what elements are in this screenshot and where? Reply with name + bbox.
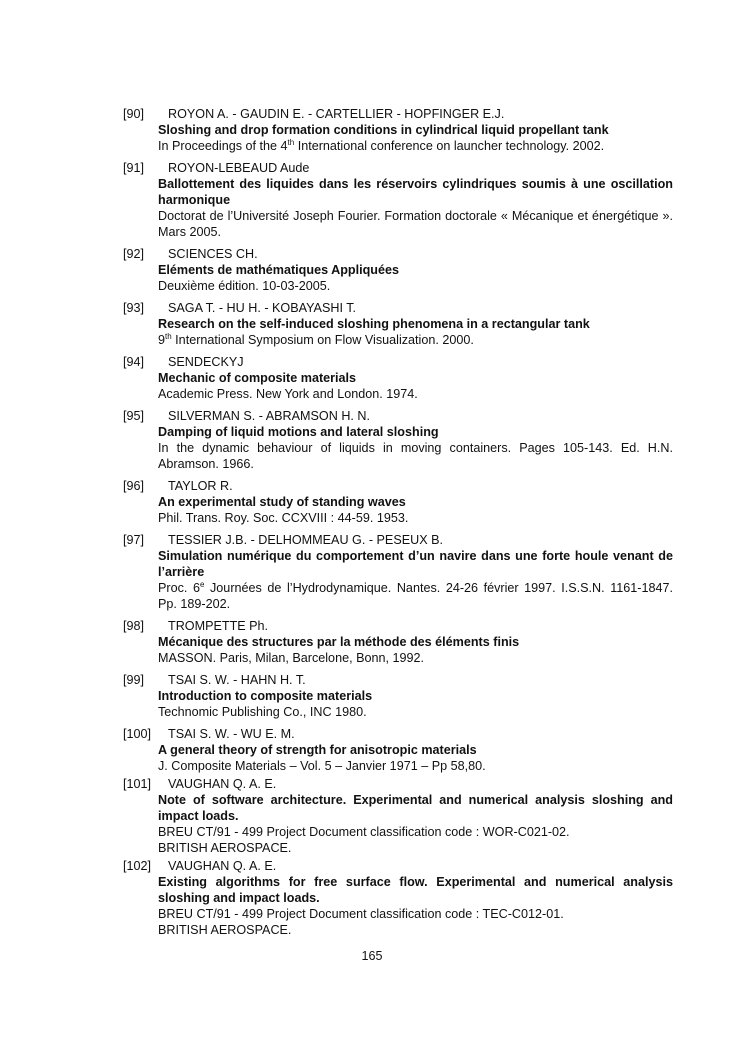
ref-authors: ROYON A. - GAUDIN E. - CARTELLIER - HOPFINGER E.J. — [168, 107, 505, 121]
reference-item — [123, 858, 673, 938]
ref-authors: SILVERMAN S. - ABRAMSON H. N. — [168, 409, 371, 423]
ref-authors: SCIENCES CH. — [168, 247, 258, 261]
ref-title: Mechanic of composite materials — [158, 371, 357, 385]
ref-number: [102] — [123, 859, 152, 873]
ref-authors: TROMPETTE Ph. — [168, 619, 269, 633]
ref-title: Ballottement des liquides dans les réservoirs cylindriques soumis à une oscillation harmonique — [158, 177, 673, 207]
ref-title: Sloshing and drop formation conditions in cylindrical liquid propellant tank — [158, 123, 609, 137]
ref-publication: BREU CT/91 - 499 Project Document classification code : TEC-C012-01. — [158, 907, 564, 921]
reference-item — [123, 672, 673, 720]
ref-title: Note of software architecture. Experimental and numerical analysis sloshing and impact loads. — [158, 793, 673, 823]
ref-publication: BREU CT/91 - 499 Project Document classification code : WOR-C021-02. — [158, 825, 570, 839]
ref-authors: SENDECKYJ — [168, 355, 244, 369]
page-number: 165 — [361, 949, 383, 963]
reference-list — [123, 106, 673, 944]
ref-authors: TAYLOR R. — [168, 479, 233, 493]
ref-publication: Doctorat de l’Université Joseph Fourier. Formation doctorale « Mécanique et énergétique ». Mars 2005. — [158, 209, 673, 239]
ref-title: Simulation numérique du comportement d’un navire dans une forte houle venant de l’arrière — [158, 549, 673, 579]
reference-item — [123, 618, 673, 666]
ref-publication: In Proceedings of the 4th International conference on launcher technology. 2002. — [158, 138, 605, 153]
ref-publication: Deuxième édition. 10-03-2005. — [158, 279, 331, 293]
ref-title: An experimental study of standing waves — [158, 495, 406, 509]
ref-number: [98] — [123, 619, 145, 633]
ref-number: [92] — [123, 247, 145, 261]
ref-number: [94] — [123, 355, 145, 369]
ref-publisher: BRITISH AEROSPACE. — [158, 841, 292, 855]
ref-authors: SAGA T. - HU H. - KOBAYASHI T. — [168, 301, 357, 315]
ref-authors: ROYON-LEBEAUD Aude — [168, 161, 310, 175]
ref-publication: MASSON. Paris, Milan, Barcelone, Bonn, 1992. — [158, 651, 424, 665]
ref-number: [90] — [123, 107, 145, 121]
reference-item — [123, 246, 673, 294]
ref-publication: In the dynamic behaviour of liquids in moving containers. Pages 105-143. Ed. H.N. Abramson. 1966. — [158, 441, 673, 471]
reference-item — [123, 776, 673, 856]
reference-item — [123, 300, 673, 348]
ref-number: [96] — [123, 479, 145, 493]
ref-title: Mécanique des structures par la méthode des éléments finis — [158, 635, 520, 649]
ref-number: [97] — [123, 533, 145, 547]
reference-item — [123, 532, 673, 612]
reference-item — [123, 354, 673, 402]
ref-title: Damping of liquid motions and lateral sloshing — [158, 425, 439, 439]
ref-title: Research on the self-induced sloshing phenomena in a rectangular tank — [158, 317, 590, 331]
ref-publication: Academic Press. New York and London. 1974. — [158, 387, 418, 401]
ref-title: A general theory of strength for anisotropic materials — [158, 743, 477, 757]
ref-publication: 9th International Symposium on Flow Visualization. 2000. — [158, 332, 474, 347]
ref-number: [99] — [123, 673, 145, 687]
ref-number: [100] — [123, 727, 152, 741]
ref-title: Eléments de mathématiques Appliquées — [158, 263, 399, 277]
ref-title: Introduction to composite materials — [158, 689, 373, 703]
reference-item — [123, 106, 673, 154]
ref-authors: TSAI S. W. - WU E. M. — [168, 727, 295, 741]
reference-item — [123, 408, 673, 472]
ref-authors: TSAI S. W. - HAHN H. T. — [168, 673, 306, 687]
ref-publication: Proc. 6e Journées de l’Hydrodynamique. Nantes. 24-26 février 1997. I.S.S.N. 1161-1847. Pp. 189-202. — [158, 580, 673, 611]
reference-item — [123, 160, 673, 240]
ref-authors: VAUGHAN Q. A. E. — [168, 859, 277, 873]
ref-title: Existing algorithms for free surface flow. Experimental and numerical analysis sloshing and impact loads. — [158, 875, 673, 905]
ref-publisher: BRITISH AEROSPACE. — [158, 923, 292, 937]
ref-number: [93] — [123, 301, 145, 315]
ref-authors: VAUGHAN Q. A. E. — [168, 777, 277, 791]
ref-authors: TESSIER J.B. - DELHOMMEAU G. - PESEUX B. — [168, 533, 444, 547]
ref-publication: Technomic Publishing Co., INC 1980. — [158, 705, 367, 719]
ref-number: [91] — [123, 161, 145, 175]
reference-item — [123, 478, 673, 526]
ref-publication: J. Composite Materials – Vol. 5 – Janvier 1971 – Pp 58,80. — [158, 759, 486, 773]
reference-item — [123, 726, 673, 774]
ref-number: [95] — [123, 409, 145, 423]
ref-number: [101] — [123, 777, 152, 791]
ref-publication: Phil. Trans. Roy. Soc. CCXVIII : 44-59. 1953. — [158, 511, 409, 525]
